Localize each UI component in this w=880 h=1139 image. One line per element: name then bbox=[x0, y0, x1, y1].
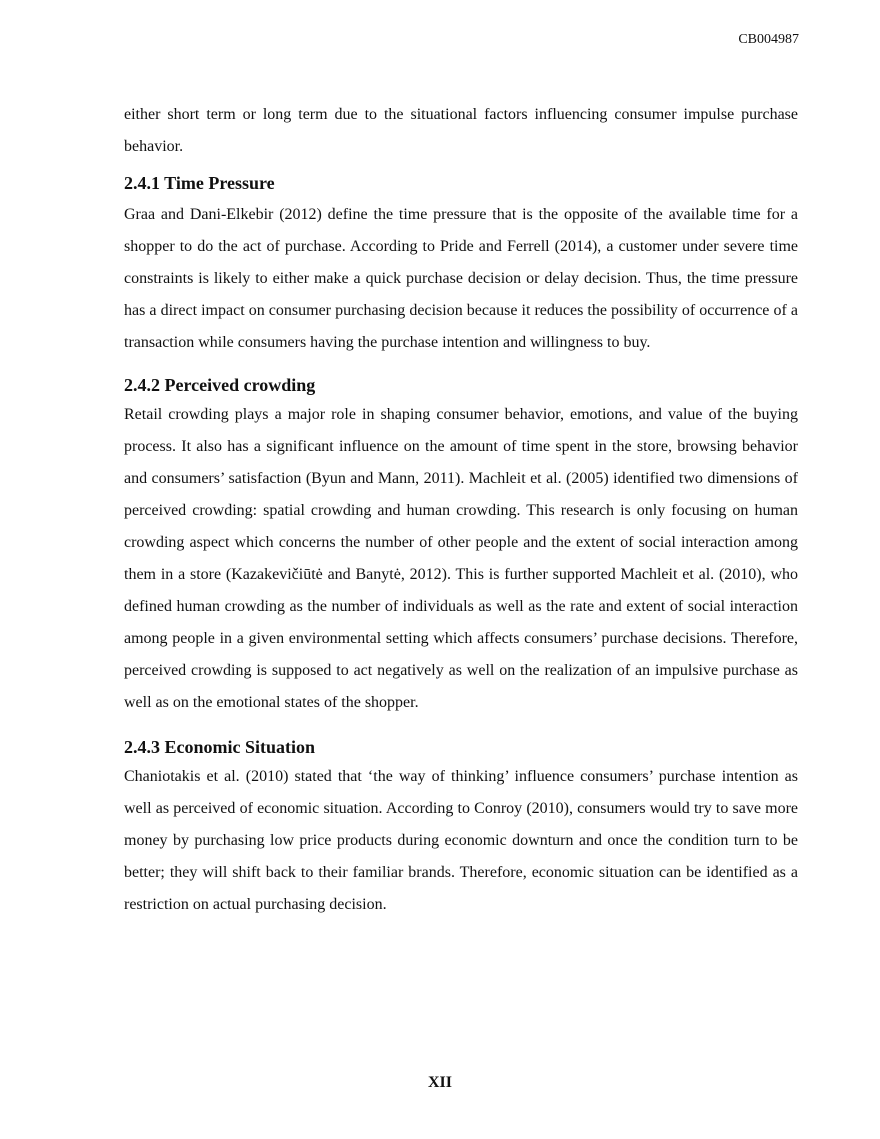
intro-paragraph: either short term or long term due to the situational factors influencing consumer impulse purchase behavior. bbox=[124, 106, 798, 155]
section-body-time-pressure: Graa and Dani-Elkebir (2012) define the time pressure that is the opposite of the available time for a shopper to do the act of purchase. According to Pride and Ferrell (2014), a customer under severe time constraints is likely to either make a quick purchase decision or delay decision. Thus, the time pressure has a direct impact on consumer purchasing decision because it reduces the possibility of occurrence of a transaction while consumers having the purchase intention and willingness to buy. bbox=[124, 206, 798, 351]
section-heading-perceived-crowding: 2.4.2 Perceived crowding bbox=[124, 375, 316, 395]
section-body-economic-situation: Chaniotakis et al. (2010) stated that ‘the way of thinking’ influence consumers’ purchase intention as well as perceived of economic situation. According to Conroy (2010), consumers would try to save more money by purchasing low price products during economic downturn and once the condition turn to be better; they will shift back to their familiar brands. Therefore, economic situation can be identified as a restriction on actual purchasing decision. bbox=[124, 768, 798, 913]
page-number: XII bbox=[427, 1074, 452, 1091]
section-heading-time-pressure: 2.4.1 Time Pressure bbox=[124, 173, 275, 193]
section-heading-economic-situation: 2.4.3 Economic Situation bbox=[124, 737, 316, 757]
section-body-perceived-crowding: Retail crowding plays a major role in shaping consumer behavior, emotions, and value of the buying process. It also has a significant influence on the amount of time spent in the store, browsing behavior and consumers’ satisfaction (Byun and Mann, 2011). Machleit et al. (2005) identified two dimensions of perceived crowding: spatial crowding and human crowding. This research is only focusing on human crowding aspect which concerns the number of other people and the extent of social interaction among them in a store (Kazakevičiūtė and Banytė, 2012). This is further supported Machleit et al. (2010), who defined human crowding as the number of individuals as well as the rate and extent of social interaction among people in a given environmental setting which affects consumers’ purchase decisions. Therefore, perceived crowding is supposed to act negatively as well on the realization of an impulsive purchase as well as on the emotional states of the shopper. bbox=[124, 406, 798, 711]
document-id: CB004987 bbox=[738, 32, 799, 47]
page-content bbox=[124, 99, 798, 921]
